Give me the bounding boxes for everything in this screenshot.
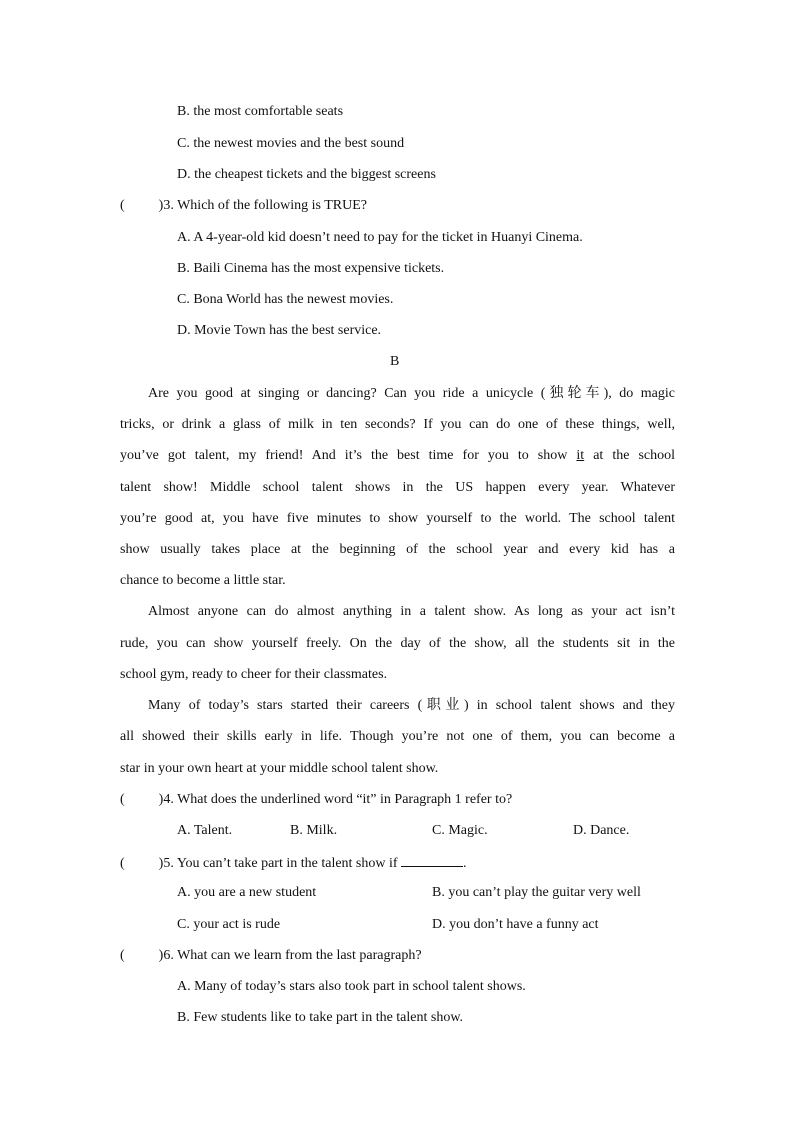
q2-option-c: C. the newest movies and the best sound: [177, 136, 405, 151]
p1-line: [120, 446, 675, 466]
q6-stem: 6. What can we learn from the last paragraph?: [163, 948, 422, 963]
p2-line: rude, you can show yourself freely. On the day of the show, all the students sit in the: [120, 636, 675, 651]
q6-option-b: B. Few students like to take part in the talent show.: [177, 1010, 464, 1025]
section-heading: B: [390, 354, 400, 369]
answer-paren-close: ): [158, 856, 164, 871]
q6-stem-line: [120, 946, 422, 966]
p1-line: show usually takes place at the beginning of the school year and every kid has a: [120, 542, 675, 557]
q5-option-a: A. you are a new student: [177, 885, 317, 900]
p1-line: Are you good at singing or dancing? Can you ride a unicycle (独轮车), do magic: [148, 386, 675, 401]
p2-line: school gym, ready to cheer for their classmates.: [120, 667, 388, 682]
fill-in-blank[interactable]: [401, 852, 463, 867]
answer-paren-open: (: [120, 198, 125, 213]
p3-line: star in your own heart at your middle school talent show.: [120, 761, 439, 776]
p1-line: tricks, or drink a glass of milk in ten seconds? If you can do one of these things, well,: [120, 417, 675, 432]
q3-stem-line: [120, 196, 367, 216]
answer-paren-open: (: [120, 792, 125, 807]
answer-paren-close: ): [158, 198, 164, 213]
p1-line: chance to become a little star.: [120, 573, 286, 588]
q5-option-d: D. you don’t have a funny act: [432, 917, 599, 932]
p1-text: you’ve got talent, my friend! And it’s the best time for you to show: [120, 448, 568, 463]
q4-stem: 4. What does the underlined word “it” in Paragraph 1 refer to?: [163, 792, 513, 807]
p3-line: Many of today’s stars started their careers (职业) in school talent shows and they: [148, 698, 675, 713]
q5-stem-line: [120, 852, 467, 874]
q5-stem: 5. You can’t take part in the talent show if: [163, 856, 402, 871]
q3-option-b: B. Baili Cinema has the most expensive tickets.: [177, 261, 445, 276]
answer-paren-close: ): [158, 792, 164, 807]
q3-stem: 3. Which of the following is TRUE?: [163, 198, 367, 213]
answer-paren-close: ): [158, 948, 164, 963]
q4-option-a: A. Talent.: [177, 823, 233, 838]
q6-option-a: A. Many of today’s stars also took part in school talent shows.: [177, 979, 526, 994]
q2-option-b: B. the most comfortable seats: [177, 104, 344, 119]
q3-option-a: A. A 4-year-old kid doesn’t need to pay for the ticket in Huanyi Cinema.: [177, 230, 583, 245]
q2-option-d: D. the cheapest tickets and the biggest screens: [177, 167, 436, 182]
q3-option-c: C. Bona World has the newest movies.: [177, 292, 394, 307]
p1-text: at the school: [584, 448, 676, 463]
q5-option-b: B. you can’t play the guitar very well: [432, 885, 641, 900]
q4-option-d: D. Dance.: [573, 823, 630, 838]
p2-line: Almost anyone can do almost anything in a talent show. As long as your act isn’t: [148, 604, 675, 619]
answer-paren-open: (: [120, 856, 125, 871]
p3-line: all showed their skills early in life. Though you’re not one of them, you can become a: [120, 729, 675, 744]
q5-option-c: C. your act is rude: [177, 917, 281, 932]
p1-line: you’re good at, you have five minutes to show yourself to the world. The school talent: [120, 511, 675, 526]
q4-stem-line: [120, 790, 512, 810]
answer-paren-open: (: [120, 948, 125, 963]
q3-option-d: D. Movie Town has the best service.: [177, 323, 382, 338]
q4-option-b: B. Milk.: [290, 823, 338, 838]
q5-stem-end: .: [463, 856, 467, 871]
q4-option-c: C. Magic.: [432, 823, 488, 838]
underlined-it: it: [576, 448, 585, 463]
p1-line: talent show! Middle school talent shows in the US happen every year. Whatever: [120, 480, 675, 495]
